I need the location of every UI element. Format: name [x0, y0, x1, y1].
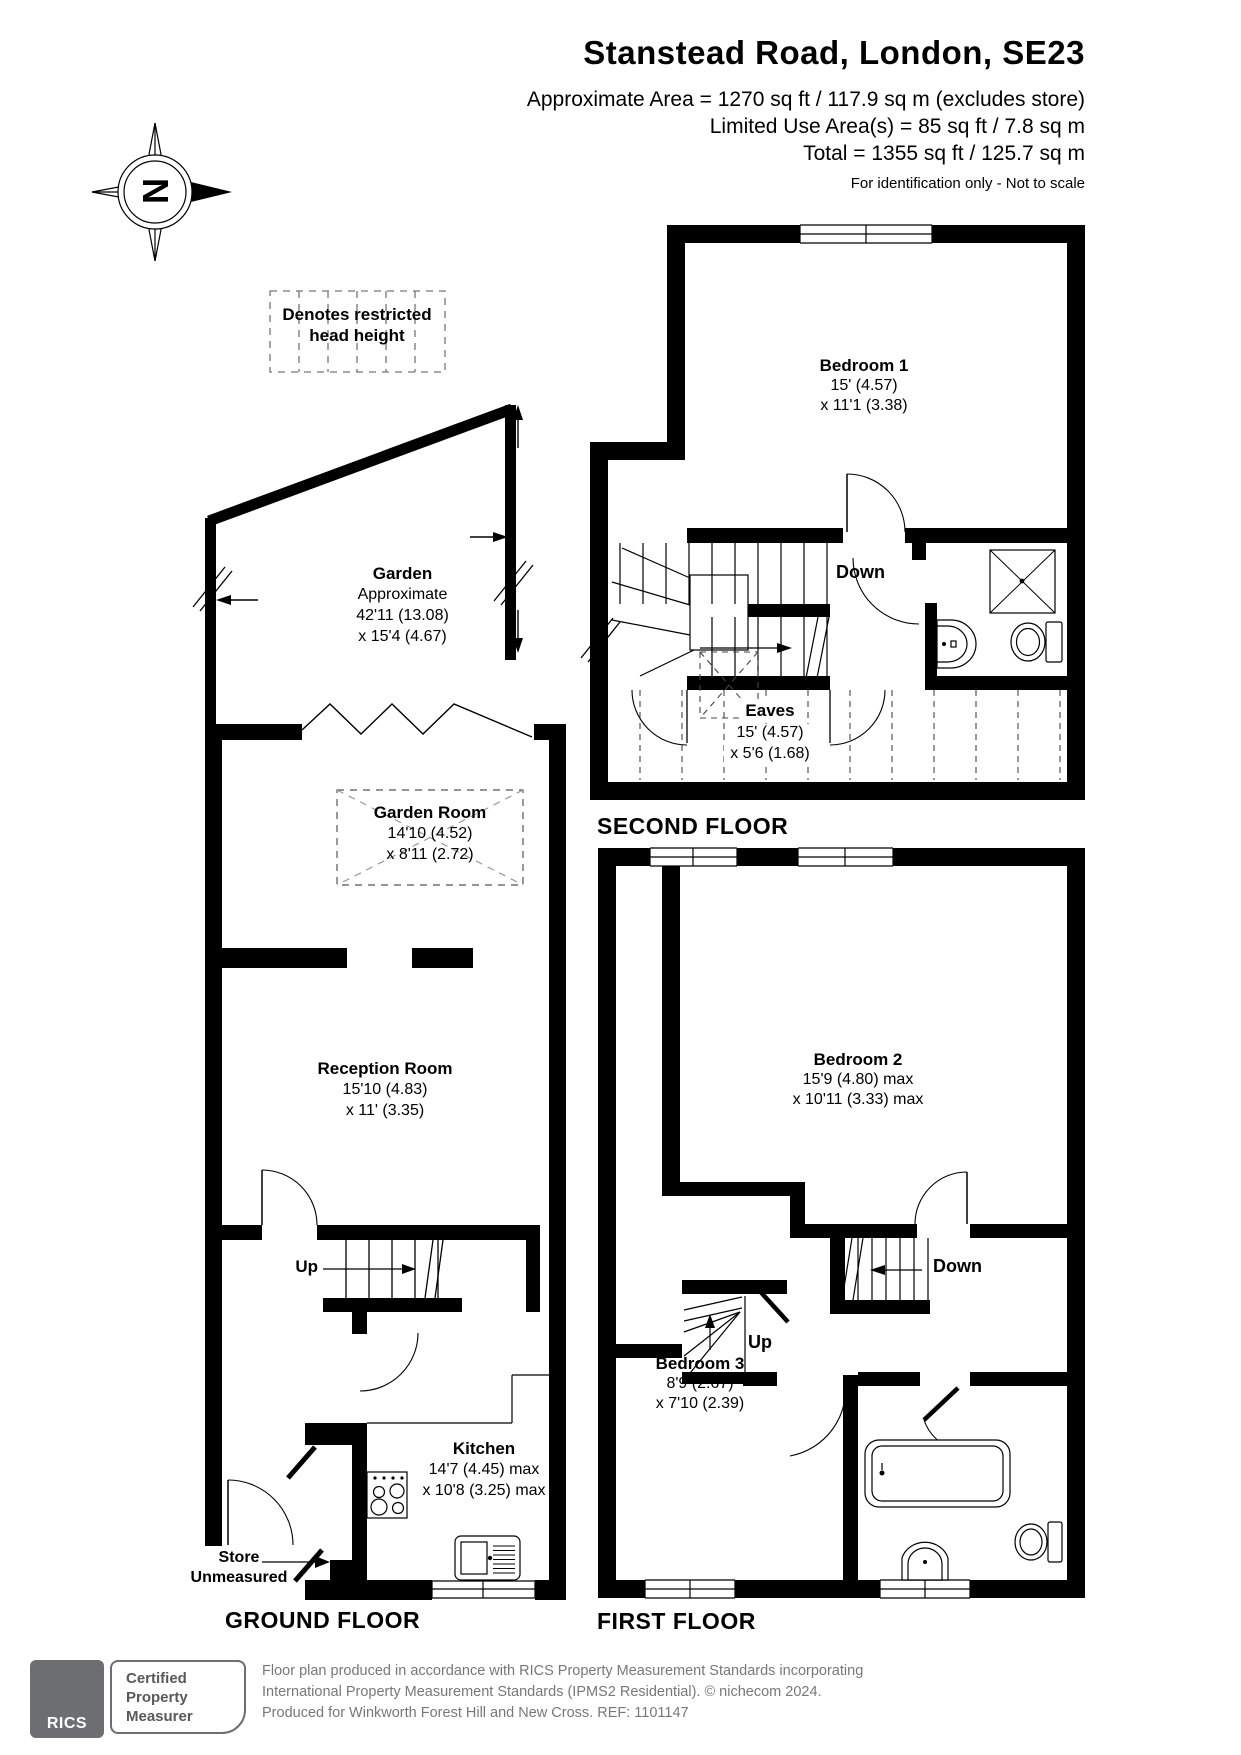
- down-label-second: Down: [836, 562, 885, 582]
- bedroom2-label: Bedroom 2 15'9 (4.80) max x 10'11 (3.33) max: [792, 1050, 924, 1108]
- up-label-ground: Up: [295, 1257, 318, 1276]
- rics-logo: [30, 1660, 104, 1738]
- kitchen-outline: [367, 1375, 549, 1423]
- rics-logo-text: RICS: [46, 1715, 88, 1732]
- basin-icon: [937, 620, 976, 668]
- restricted-height-legend: Denotes restricted head height: [282, 305, 432, 345]
- kitchen-window: [432, 1581, 535, 1598]
- bedroom1-label: Bedroom 1 15' (4.57) x 11'1 (3.38): [819, 356, 909, 414]
- total-area-line: Total = 1355 sq ft / 125.7 sq m: [803, 142, 1085, 165]
- basin-icon-ff: [902, 1542, 948, 1580]
- toilet-icon-ff: [1015, 1522, 1062, 1562]
- footer-line-1: Floor plan produced in accordance with RICS Property Measurement Standards incorporating: [262, 1663, 864, 1679]
- limited-use-area-line: Limited Use Area(s) = 85 sq ft / 7.8 sq m: [709, 115, 1085, 138]
- footer-line-2: International Property Measurement Standards (IPMS2 Residential). © nichecom 2024.: [262, 1684, 822, 1700]
- ground-floor-staircase: [323, 1240, 443, 1298]
- footer-line-3: Produced for Winkworth Forest Hill and New Cross. REF: 1101147: [262, 1705, 689, 1721]
- compass-north-label: N: [135, 178, 176, 204]
- first-floor-down-stairs: [842, 1238, 928, 1300]
- garden-label: Garden Approximate 42'11 (13.08) x 15'4 (4.67): [356, 564, 449, 645]
- bedroom1-window: [800, 225, 932, 243]
- first-floor-walls: [598, 848, 1085, 1598]
- reception-room-label: Reception Room 15'10 (4.83) x 11' (3.35): [317, 1059, 453, 1119]
- second-floor-caption: SECOND FLOOR: [597, 813, 789, 839]
- shower-icon: [990, 550, 1055, 613]
- identification-note: For identification only - Not to scale: [850, 175, 1085, 192]
- bath-icon: [865, 1440, 1010, 1507]
- sink-icon: [455, 1536, 520, 1580]
- toilet-icon: [1011, 622, 1062, 662]
- page-title: Stanstead Road, London, SE23: [583, 34, 1085, 71]
- garden-fence-zigzag: [302, 704, 532, 737]
- certified-property-measurer-badge: Certified Property Measurer: [110, 1660, 246, 1734]
- store-label: Store Unmeasured: [190, 1549, 288, 1586]
- kitchen-label: Kitchen 14'7 (4.45) max x 10'8 (3.25) max: [422, 1439, 546, 1499]
- up-label-first: Up: [748, 1332, 772, 1352]
- ground-floor-caption: GROUND FLOOR: [225, 1607, 421, 1633]
- bedroom3-label: Bedroom 3 8'9 (2.67) x 7'10 (2.39): [655, 1354, 745, 1412]
- garden-room-label: Garden Room 14'10 (4.52) x 8'11 (2.72): [373, 803, 487, 863]
- down-label-first: Down: [933, 1256, 982, 1276]
- first-floor-plan: [598, 848, 1085, 1598]
- approximate-area-line: Approximate Area = 1270 sq ft / 117.9 sq m (excludes store): [526, 88, 1085, 111]
- eaves-label: Eaves 15' (4.57) x 5'6 (1.68): [680, 700, 860, 764]
- first-floor-caption: FIRST FLOOR: [597, 1608, 756, 1634]
